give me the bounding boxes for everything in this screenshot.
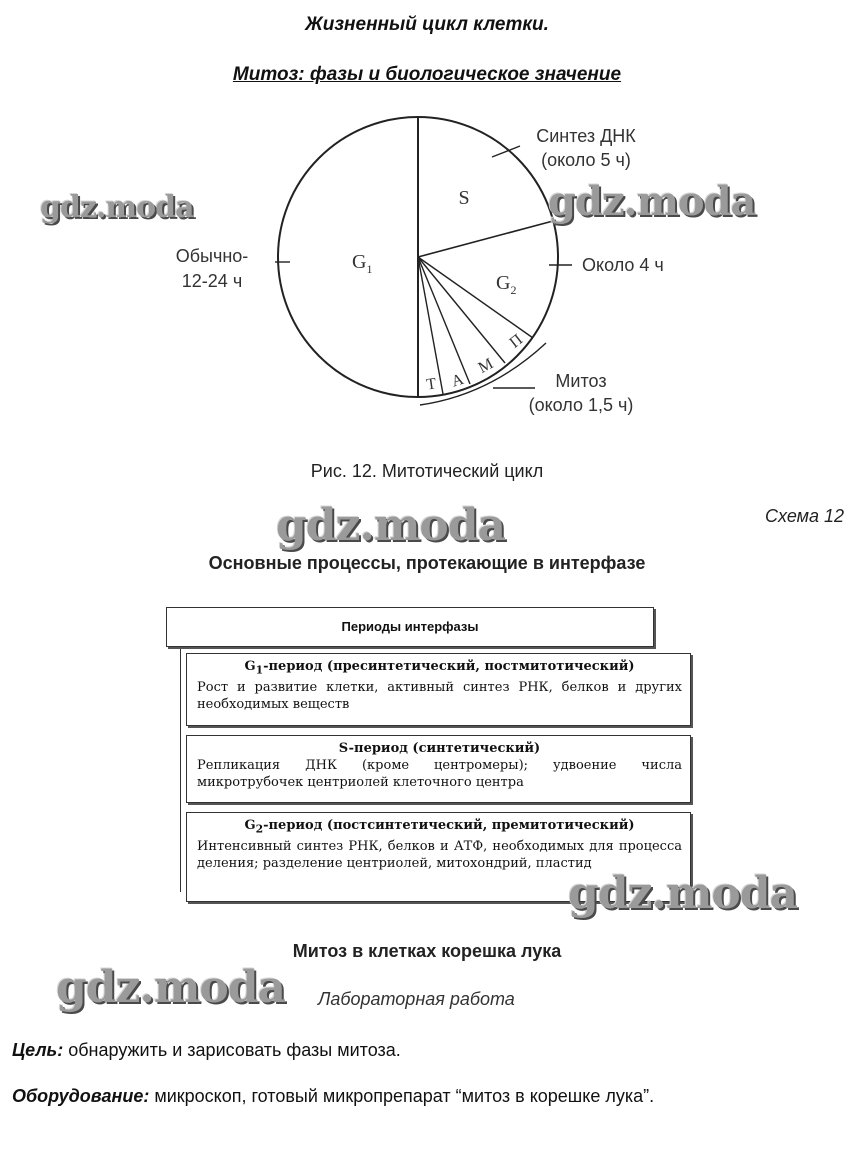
lab-title: Митоз в клетках корешка лука	[292, 941, 562, 961]
phase-g1: $G_1$	[352, 251, 373, 276]
lab-subtitle: Лабораторная работа	[318, 989, 515, 1009]
goal-label: Цель:	[12, 1040, 64, 1060]
goal-text: обнаружить и зарисовать фазы митоза.	[63, 1040, 401, 1060]
figure-caption: Рис. 12. Митотический цикл	[310, 461, 544, 481]
label-synthesis-1: Синтез ДНК	[536, 126, 636, 146]
interphase-header-box: Периоды интерфазы	[166, 607, 654, 647]
watermark-logo: gdz.moda	[276, 500, 506, 551]
phase-s: S	[458, 187, 470, 209]
watermark-logo: gdz.moda	[40, 190, 194, 225]
period-heading: $G_2$-период (постсинтетический, премитотический)	[244, 818, 635, 836]
label-synthesis-2: (около 5 ч)	[541, 150, 631, 170]
phase-t: Т	[425, 375, 438, 394]
page-title: Жизненный цикл клетки.	[305, 14, 549, 35]
phase-g2: $G_2$	[496, 272, 517, 297]
equipment-line	[12, 1086, 654, 1107]
mitotic-cycle-diagram	[0, 0, 854, 460]
period-body: Интенсивный синтез РНК, белков и АТФ, необходимых для процесса деления; разделение центриолей, митохондрий, пластид	[197, 838, 682, 871]
period-body: Репликация ДНК (кроме центромеры); удвоение числа микротрубочек центриолей клеточного центра	[197, 758, 682, 790]
watermark-logo: gdz.moda	[568, 868, 798, 919]
label-mitosis-2: (около 1,5 ч)	[528, 395, 634, 415]
label-about-4h: Около 4 ч	[582, 255, 664, 275]
divider-p-m	[418, 257, 505, 363]
scheme-title: Основные процессы, протекающие в интерфазе	[208, 553, 646, 573]
period-box-g1	[186, 653, 691, 726]
phase-m: М	[475, 355, 497, 377]
phase-p: П	[506, 331, 527, 352]
period-heading: S-период (синтетический)	[338, 741, 541, 756]
watermark-logo: gdz.moda	[548, 178, 756, 225]
divider-a-t	[418, 257, 443, 394]
period-body: Рост и развитие клетки, активный синтез РНК, белков и других необходимых веществ	[197, 679, 682, 712]
page-subtitle: Митоз: фазы и биологическое значение	[232, 64, 622, 85]
label-usual-1: Обычно-	[175, 246, 249, 266]
divider-s-g2	[418, 221, 553, 257]
phase-a: А	[449, 370, 466, 391]
label-mitosis-1: Митоз	[555, 371, 607, 391]
period-box-s	[186, 735, 691, 803]
goal-line	[12, 1040, 401, 1061]
equipment-text: микроскоп, готовый микропрепарат “митоз в корешке лука”.	[149, 1086, 655, 1106]
period-heading: $G_1$-период (пресинтетический, постмитотический)	[244, 659, 635, 677]
scheme-label: Схема 12	[765, 506, 844, 526]
equipment-label: Оборудование:	[12, 1086, 150, 1106]
label-usual-2: 12-24 ч	[181, 271, 243, 291]
watermark-logo: gdz.moda	[56, 962, 286, 1013]
